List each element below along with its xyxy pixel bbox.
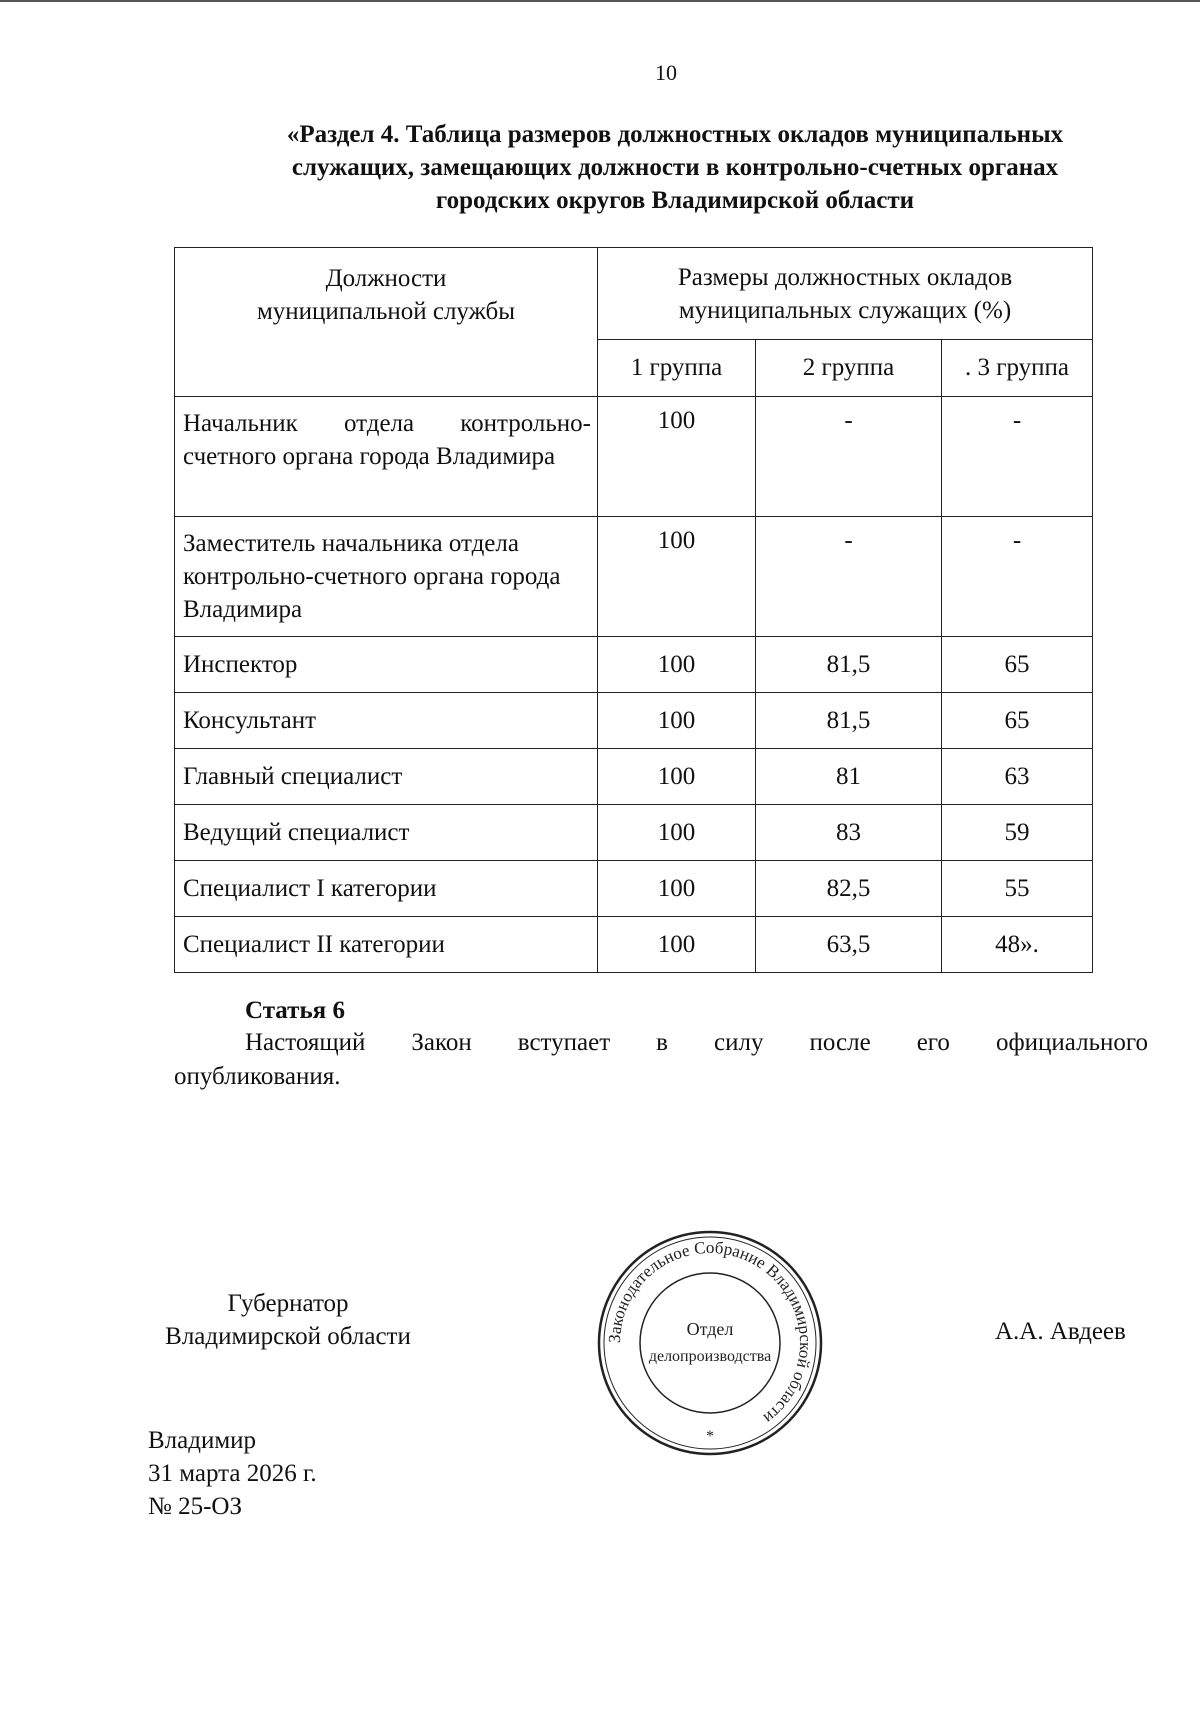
signatory-title-line-1: Губернатор — [227, 1290, 349, 1317]
signatory-title — [148, 1287, 428, 1353]
top-rule — [0, 0, 1200, 2]
group-2-value: - — [756, 517, 942, 637]
position-cell: Инспектор — [175, 637, 598, 693]
place-and-date — [148, 1424, 317, 1523]
group-1-value: 100 — [598, 917, 756, 973]
position-cell: Начальник отдела контрольно-счетного органа города Владимира — [175, 397, 598, 517]
page-number: 10 — [655, 60, 677, 85]
header-positions — [175, 248, 598, 397]
group-2-value: 81,5 — [756, 637, 942, 693]
group-2-header: 2 группа — [756, 340, 942, 397]
signatory-title-line-2: Владимирской области — [165, 1323, 411, 1350]
article-text — [174, 1026, 1148, 1094]
section-title — [175, 118, 1175, 217]
table-row — [175, 397, 1093, 517]
table-row — [175, 637, 1093, 693]
signatory-name: А.А. Авдеев — [995, 1318, 1126, 1345]
section-title-line-2: служащих, замещающих должности в контрольно-счетных органах — [291, 154, 1059, 181]
official-seal — [595, 1228, 825, 1458]
seal-inner-line-1: Отдел — [686, 1319, 734, 1339]
group-3-value: - — [942, 397, 1093, 517]
group-1-value: 100 — [598, 637, 756, 693]
article-title: Статья 6 — [245, 997, 345, 1024]
group-2-value: - — [756, 397, 942, 517]
table-row — [175, 517, 1093, 637]
law-number: № 25-ОЗ — [148, 1493, 243, 1520]
position-cell: Ведущий специалист — [175, 805, 598, 861]
group-1-value: 100 — [598, 861, 756, 917]
seal-graphic — [595, 1228, 825, 1458]
position-cell: Главный специалист — [175, 749, 598, 805]
table-row — [175, 749, 1093, 805]
table-row — [175, 693, 1093, 749]
header-positions-line-1: Должности — [325, 265, 447, 292]
seal-star: * — [706, 1428, 714, 1445]
group-3-value: 48». — [942, 917, 1093, 973]
group-3-value: 65 — [942, 693, 1093, 749]
article-text-line-1: Настоящий Закон вступает в силу после его официального — [245, 1029, 1148, 1056]
group-1-value: 100 — [598, 693, 756, 749]
seal-inner-ring — [640, 1273, 780, 1413]
salary-table — [174, 247, 1093, 973]
group-2-value: 82,5 — [756, 861, 942, 917]
header-salary — [598, 248, 1093, 340]
group-3-value: 63 — [942, 749, 1093, 805]
group-2-value: 63,5 — [756, 917, 942, 973]
group-1-value: 100 — [598, 805, 756, 861]
section-title-line-3: городских округов Владимирской области — [435, 187, 915, 214]
group-2-value: 81,5 — [756, 693, 942, 749]
table-row — [175, 805, 1093, 861]
date: 31 марта 2026 г. — [148, 1460, 317, 1487]
group-3-value: 55 — [942, 861, 1093, 917]
position-cell: Специалист I категории — [175, 861, 598, 917]
header-salary-line-2: муниципальных служащих (%) — [678, 296, 1012, 324]
table-row — [175, 861, 1093, 917]
group-1-value: 100 — [598, 517, 756, 637]
header-positions-line-2: муниципальной службы — [256, 298, 516, 325]
group-3-header: . 3 группа — [942, 340, 1093, 397]
seal-outer-ring — [599, 1232, 821, 1454]
seal-inner-line-2: делопроизводства — [648, 1348, 772, 1365]
position-cell: Специалист II категории — [175, 917, 598, 973]
group-1-value: 100 — [598, 749, 756, 805]
seal-outer-text-path: Законодательное Собрание Владимирской области — [604, 1237, 816, 1428]
table-header-row — [175, 248, 1093, 340]
city: Владимир — [148, 1427, 257, 1454]
position-cell: Консультант — [175, 693, 598, 749]
table-row — [175, 917, 1093, 973]
group-2-value: 83 — [756, 805, 942, 861]
group-3-value: - — [942, 517, 1093, 637]
group-3-value: 59 — [942, 805, 1093, 861]
group-1-header: 1 группа — [598, 340, 756, 397]
group-1-value: 100 — [598, 397, 756, 517]
group-2-value: 81 — [756, 749, 942, 805]
group-3-value: 65 — [942, 637, 1093, 693]
position-cell: Заместитель начальника отдела контрольно-счетного органа города Владимира — [175, 517, 598, 637]
section-title-line-1: «Раздел 4. Таблица размеров должностных окладов муниципальных — [286, 121, 1064, 148]
article-text-line-2: опубликования. — [174, 1063, 341, 1090]
header-salary-line-1: Размеры должностных окладов — [677, 263, 1013, 291]
